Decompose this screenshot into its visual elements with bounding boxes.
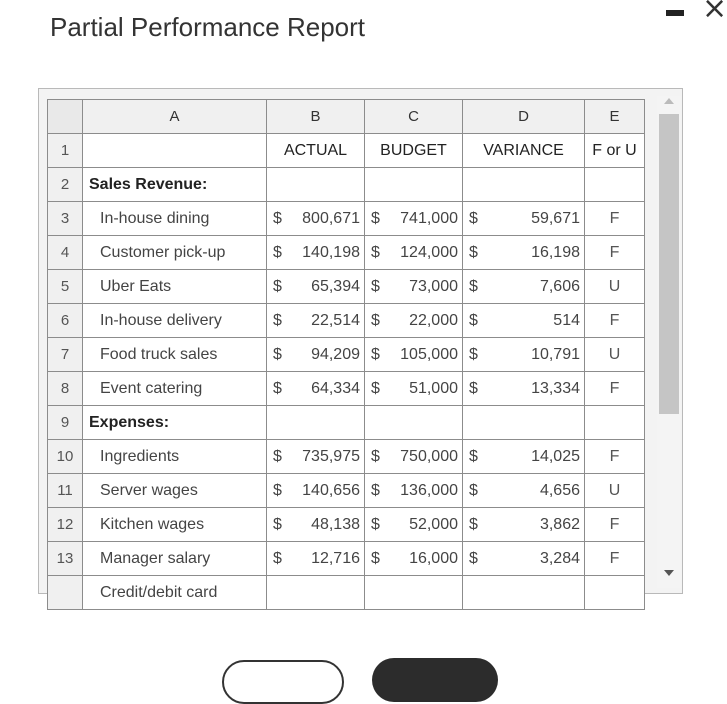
f-or-u-cell[interactable]: F [585, 236, 645, 270]
currency-symbol: $ [273, 346, 282, 363]
header-budget[interactable]: BUDGET [365, 134, 463, 168]
actual-cell[interactable] [267, 236, 365, 270]
currency-symbol: $ [371, 380, 380, 397]
actual-cell[interactable] [267, 406, 365, 440]
minimize-icon[interactable] [666, 10, 684, 16]
scroll-down-arrow-icon[interactable] [664, 570, 674, 576]
f-or-u-cell[interactable]: F [585, 202, 645, 236]
section-label[interactable]: Expenses: [83, 406, 267, 440]
f-or-u-cell[interactable] [585, 168, 645, 202]
row-number[interactable]: 7 [48, 338, 83, 372]
column-header-c[interactable]: C [365, 100, 463, 134]
budget-cell[interactable] [365, 338, 463, 372]
table-row [48, 202, 645, 236]
scroll-thumb[interactable] [659, 114, 679, 414]
cell-value: 140,656 [302, 482, 360, 499]
currency-symbol: $ [273, 550, 282, 567]
currency-symbol: $ [273, 380, 282, 397]
cell-value: 7,606 [539, 278, 580, 295]
line-item-label[interactable]: Uber Eats [83, 270, 267, 304]
scroll-up-arrow-icon[interactable] [664, 98, 674, 104]
primary-button[interactable] [372, 658, 498, 702]
table-row [48, 236, 645, 270]
actual-cell[interactable] [267, 576, 365, 610]
table-row [48, 372, 645, 406]
currency-symbol: $ [371, 550, 380, 567]
table-row [48, 440, 645, 474]
f-or-u-cell[interactable]: F [585, 542, 645, 576]
variance-cell[interactable] [463, 338, 585, 372]
cell-value: 741,000 [400, 210, 458, 227]
variance-cell[interactable] [463, 270, 585, 304]
budget-cell[interactable] [365, 542, 463, 576]
column-header-a[interactable]: A [83, 100, 267, 134]
cell[interactable] [83, 134, 267, 168]
f-or-u-cell[interactable]: F [585, 304, 645, 338]
cell-value: 13,334 [531, 380, 580, 397]
actual-cell[interactable] [267, 304, 365, 338]
row-number[interactable]: 6 [48, 304, 83, 338]
variance-cell[interactable] [463, 406, 585, 440]
page-title: Partial Performance Report [50, 12, 366, 42]
row-number[interactable]: 5 [48, 270, 83, 304]
row-number[interactable] [48, 576, 83, 610]
vertical-scrollbar[interactable] [657, 96, 681, 588]
currency-symbol: $ [273, 210, 282, 227]
secondary-button[interactable] [222, 660, 344, 704]
actual-cell[interactable] [267, 474, 365, 508]
column-header-row [48, 100, 645, 134]
table-row [48, 474, 645, 508]
variance-cell[interactable] [463, 576, 585, 610]
cell-value: 3,862 [539, 516, 580, 533]
row-number[interactable]: 12 [48, 508, 83, 542]
cell-value: 514 [553, 312, 580, 329]
currency-symbol: $ [469, 312, 478, 329]
currency-symbol: $ [469, 278, 478, 295]
budget-cell[interactable] [365, 236, 463, 270]
line-item-label[interactable]: Kitchen wages [83, 508, 267, 542]
actual-cell[interactable] [267, 202, 365, 236]
variance-cell[interactable] [463, 202, 585, 236]
variance-cell[interactable] [463, 542, 585, 576]
budget-cell[interactable] [365, 270, 463, 304]
variance-cell[interactable] [463, 474, 585, 508]
cell-value: 52,000 [409, 516, 458, 533]
row-number[interactable]: 2 [48, 168, 83, 202]
table-row [48, 542, 645, 576]
table-row [48, 270, 645, 304]
variance-cell[interactable] [463, 304, 585, 338]
table-row [48, 406, 645, 440]
spreadsheet-grid [47, 99, 682, 601]
currency-symbol: $ [469, 550, 478, 567]
currency-symbol: $ [371, 278, 380, 295]
currency-symbol: $ [371, 346, 380, 363]
line-item-label[interactable]: In-house delivery [83, 304, 267, 338]
f-or-u-cell[interactable] [585, 406, 645, 440]
table-row [48, 168, 645, 202]
cell-value: 73,000 [409, 278, 458, 295]
row-number[interactable]: 13 [48, 542, 83, 576]
cell-value: 735,975 [302, 448, 360, 465]
f-or-u-cell[interactable]: F [585, 508, 645, 542]
budget-cell[interactable] [365, 440, 463, 474]
column-header-b[interactable]: B [267, 100, 365, 134]
f-or-u-cell[interactable]: U [585, 270, 645, 304]
cell-value: 22,000 [409, 312, 458, 329]
header-variance[interactable]: VARIANCE [463, 134, 585, 168]
column-header-d[interactable]: D [463, 100, 585, 134]
currency-symbol: $ [469, 516, 478, 533]
cell-value: 94,209 [311, 346, 360, 363]
cell-value: 14,025 [531, 448, 580, 465]
line-item-label[interactable]: In-house dining [83, 202, 267, 236]
currency-symbol: $ [273, 312, 282, 329]
line-item-label[interactable]: Manager salary [83, 542, 267, 576]
variance-cell[interactable] [463, 372, 585, 406]
budget-cell[interactable] [365, 372, 463, 406]
cell-value: 48,138 [311, 516, 360, 533]
cell-value: 136,000 [400, 482, 458, 499]
f-or-u-cell[interactable]: F [585, 440, 645, 474]
budget-cell[interactable] [365, 168, 463, 202]
currency-symbol: $ [273, 448, 282, 465]
actual-cell[interactable] [267, 270, 365, 304]
header-actual[interactable]: ACTUAL [267, 134, 365, 168]
actual-cell[interactable] [267, 542, 365, 576]
budget-cell[interactable] [365, 304, 463, 338]
row-number[interactable]: 1 [48, 134, 83, 168]
actual-cell[interactable] [267, 372, 365, 406]
line-item-label[interactable]: Credit/debit card [83, 576, 267, 610]
cell-value: 124,000 [400, 244, 458, 261]
budget-cell[interactable] [365, 202, 463, 236]
cell-value: 140,198 [302, 244, 360, 261]
corner-cell[interactable] [48, 100, 83, 134]
currency-symbol: $ [371, 516, 380, 533]
currency-symbol: $ [273, 278, 282, 295]
row-number[interactable]: 3 [48, 202, 83, 236]
cell-value: 22,514 [311, 312, 360, 329]
cell-value: 4,656 [539, 482, 580, 499]
cell-value: 16,198 [531, 244, 580, 261]
currency-symbol: $ [469, 380, 478, 397]
cell-value: 64,334 [311, 380, 360, 397]
cell-value: 59,671 [531, 210, 580, 227]
cell-value: 800,671 [302, 210, 360, 227]
line-item-label[interactable]: Event catering [83, 372, 267, 406]
variance-cell[interactable] [463, 168, 585, 202]
currency-symbol: $ [469, 210, 478, 227]
currency-symbol: $ [273, 482, 282, 499]
currency-symbol: $ [273, 244, 282, 261]
cell-value: 750,000 [400, 448, 458, 465]
table-row [48, 134, 645, 168]
spreadsheet-table [47, 99, 645, 610]
currency-symbol: $ [469, 244, 478, 261]
line-item-label[interactable]: Ingredients [83, 440, 267, 474]
currency-symbol: $ [371, 210, 380, 227]
cell-value: 3,284 [539, 550, 580, 567]
variance-cell[interactable] [463, 440, 585, 474]
f-or-u-cell[interactable] [585, 576, 645, 610]
cell-value: 51,000 [409, 380, 458, 397]
table-row [48, 576, 645, 610]
row-number[interactable]: 11 [48, 474, 83, 508]
actual-cell[interactable] [267, 168, 365, 202]
f-or-u-cell[interactable]: U [585, 474, 645, 508]
currency-symbol: $ [469, 448, 478, 465]
budget-cell[interactable] [365, 576, 463, 610]
currency-symbol: $ [469, 482, 478, 499]
cell-value: 12,716 [311, 550, 360, 567]
currency-symbol: $ [469, 346, 478, 363]
actual-cell[interactable] [267, 338, 365, 372]
close-icon[interactable]: × [702, 0, 727, 26]
line-item-label[interactable]: Food truck sales [83, 338, 267, 372]
row-number[interactable]: 10 [48, 440, 83, 474]
budget-cell[interactable] [365, 508, 463, 542]
row-number[interactable]: 9 [48, 406, 83, 440]
actual-cell[interactable] [267, 440, 365, 474]
row-number[interactable]: 8 [48, 372, 83, 406]
table-row [48, 338, 645, 372]
row-number[interactable]: 4 [48, 236, 83, 270]
budget-cell[interactable] [365, 474, 463, 508]
table-row [48, 304, 645, 338]
cell-value: 10,791 [531, 346, 580, 363]
section-label[interactable]: Sales Revenue: [83, 168, 267, 202]
currency-symbol: $ [371, 482, 380, 499]
variance-cell[interactable] [463, 508, 585, 542]
cell-value: 105,000 [400, 346, 458, 363]
f-or-u-cell[interactable]: F [585, 372, 645, 406]
currency-symbol: $ [371, 448, 380, 465]
table-row [48, 508, 645, 542]
cell-value: 16,000 [409, 550, 458, 567]
variance-cell[interactable] [463, 236, 585, 270]
header-f-or-u[interactable]: F or U [585, 134, 645, 168]
line-item-label[interactable]: Server wages [83, 474, 267, 508]
currency-symbol: $ [273, 516, 282, 533]
budget-cell[interactable] [365, 406, 463, 440]
currency-symbol: $ [371, 312, 380, 329]
f-or-u-cell[interactable]: U [585, 338, 645, 372]
actual-cell[interactable] [267, 508, 365, 542]
cell-value: 65,394 [311, 278, 360, 295]
spreadsheet-frame [38, 88, 683, 601]
column-header-e[interactable]: E [585, 100, 645, 134]
line-item-label[interactable]: Customer pick-up [83, 236, 267, 270]
currency-symbol: $ [371, 244, 380, 261]
